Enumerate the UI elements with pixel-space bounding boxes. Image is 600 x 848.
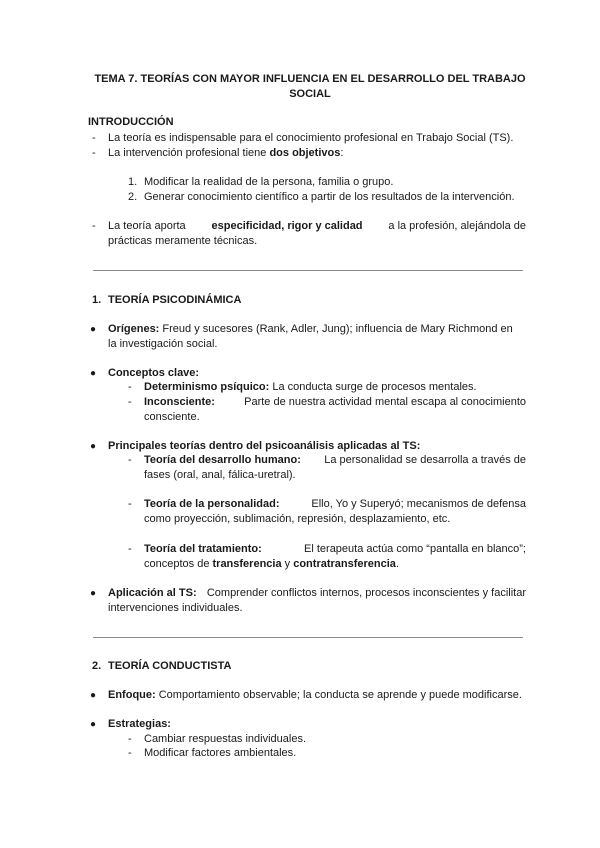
bullet-icon: ● [90, 719, 97, 730]
treatment-text-c: . [395, 558, 399, 570]
dash-marker: - [128, 381, 132, 393]
dash-marker: - [128, 396, 132, 408]
objective-1: Modificar la realidad de la persona, familia o grupo. [144, 176, 394, 188]
treatment-label: Teoría del tratamiento: [144, 543, 262, 555]
transference-term: transferencia [212, 558, 282, 570]
dash-marker: - [92, 220, 96, 232]
intro-item-1: La teoría es indispensable para el conocimiento profesional en Trabajo Social (TS). [108, 132, 514, 144]
origins-label: Orígenes: [108, 323, 160, 335]
origins-line-1 [108, 322, 526, 337]
dash-marker: - [128, 454, 132, 466]
unconscious-label: Inconsciente: [144, 396, 215, 408]
document-title [88, 72, 532, 102]
treatment-text: El terapeuta actúa como “pantalla en blanco”; [304, 543, 526, 555]
section-divider [93, 637, 523, 638]
intro-heading: INTRODUCCIÓN [88, 116, 174, 128]
intro-item-3-line-1 [108, 219, 526, 234]
intro-item-2-end: : [340, 147, 344, 159]
determinism-text: La conducta surge de procesos mentales. [269, 381, 477, 393]
application-label: Aplicación al TS: [108, 587, 197, 599]
title-line-1: TEMA 7. TEORÍAS CON MAYOR INFLUENCIA EN EL DESARROLLO DEL TRABAJO [94, 73, 526, 85]
treatment-text-a: conceptos de [144, 558, 213, 570]
origins-item [108, 322, 526, 352]
dash-marker: - [128, 543, 132, 555]
intro-item-2 [108, 146, 343, 161]
strategy-2: Modificar factores ambientales. [144, 747, 297, 759]
bullet-icon: ● [90, 368, 97, 379]
personality-theory-item [144, 497, 526, 527]
unconscious-item [144, 395, 526, 425]
theories-label-text: Principales teorías dentro del psicoanálisis aplicadas al TS: [108, 440, 421, 452]
development-line-2: fases (oral, anal, fálica-uretral). [144, 469, 296, 481]
dash-marker: - [128, 747, 132, 759]
application-item [108, 586, 526, 616]
section-2-number: 2. [92, 660, 102, 672]
section-divider [93, 270, 523, 271]
bullet-icon: ● [90, 588, 97, 599]
bullet-icon: ● [90, 690, 97, 701]
concepts-label-text: Conceptos clave: [108, 367, 200, 379]
treatment-theory-item [144, 542, 526, 572]
application-line-1 [108, 586, 526, 601]
origins-text: Freud y sucesores (Rank, Adler, Jung); influencia de Mary Richmond en [159, 323, 513, 335]
intro-item-2-bold: dos objetivos [269, 147, 341, 159]
origins-line-2: la investigación social. [108, 338, 218, 350]
section-1-heading: TEORÍA PSICODINÁMICA [108, 294, 242, 306]
personality-line-2: como proyección, sublimación, represión, desplazamiento, etc. [144, 513, 451, 525]
determinism-item [144, 380, 477, 395]
personality-text: Ello, Yo y Superyó; mecanismos de defensa [311, 498, 526, 510]
intro-item-2-text: La intervención profesional tiene [108, 147, 270, 159]
bullet-icon: ● [90, 441, 97, 452]
development-theory-item [144, 453, 526, 483]
unconscious-text: Parte de nuestra actividad mental escapa al conocimiento [244, 396, 526, 408]
treatment-line-2 [144, 557, 526, 572]
dash-marker: - [92, 132, 96, 144]
theories-label [108, 439, 420, 454]
strategy-1: Cambiar respuestas individuales. [144, 733, 307, 745]
development-line-1 [144, 453, 526, 468]
treatment-line-1 [144, 542, 526, 557]
objective-number: 2. [128, 191, 138, 203]
application-text: Comprender conflictos internos, procesos inconscientes y facilitar [206, 587, 526, 599]
objective-2: Generar conocimiento científico a partir de los resultados de la intervención. [144, 191, 515, 203]
title-line-2: SOCIAL [289, 88, 331, 100]
unconscious-line-2: consciente. [144, 411, 200, 423]
application-line-2: intervenciones individuales. [108, 602, 243, 614]
countertransference-term: contratransferencia [293, 558, 396, 570]
dash-marker: - [128, 498, 132, 510]
determinism-label: Determinismo psíquico: [144, 381, 270, 393]
dash-marker: - [92, 147, 96, 159]
personality-label: Teoría de la personalidad: [144, 498, 280, 510]
focus-label: Enfoque: [108, 689, 156, 701]
concepts-label [108, 366, 199, 381]
focus-text: Comportamiento observable; la conducta se aprende y puede modificarse. [155, 689, 522, 701]
intro-item-3-line-2: prácticas meramente técnicas. [108, 235, 258, 247]
dash-marker: - [128, 733, 132, 745]
section-2-heading: TEORÍA CONDUCTISTA [108, 660, 232, 672]
personality-line-1 [144, 497, 526, 512]
intro-item-3-text-a: La teoría aporta [108, 220, 186, 232]
development-text: La personalidad se desarrolla a través de [324, 454, 526, 466]
development-label: Teoría del desarrollo humano: [144, 454, 301, 466]
strategies-label [108, 717, 171, 732]
bullet-icon: ● [90, 324, 97, 335]
intro-item-3-text-b: a la profesión, alejándola de [388, 220, 526, 232]
strategies-label-text: Estrategias: [108, 718, 171, 730]
intro-item-3 [108, 219, 526, 249]
section-1-number: 1. [92, 294, 102, 306]
unconscious-line-1 [144, 395, 526, 410]
objective-number: 1. [128, 176, 138, 188]
focus-item [108, 688, 522, 703]
intro-item-3-bold: especificidad, rigor y calidad [211, 220, 363, 232]
treatment-text-b: y [281, 558, 294, 570]
